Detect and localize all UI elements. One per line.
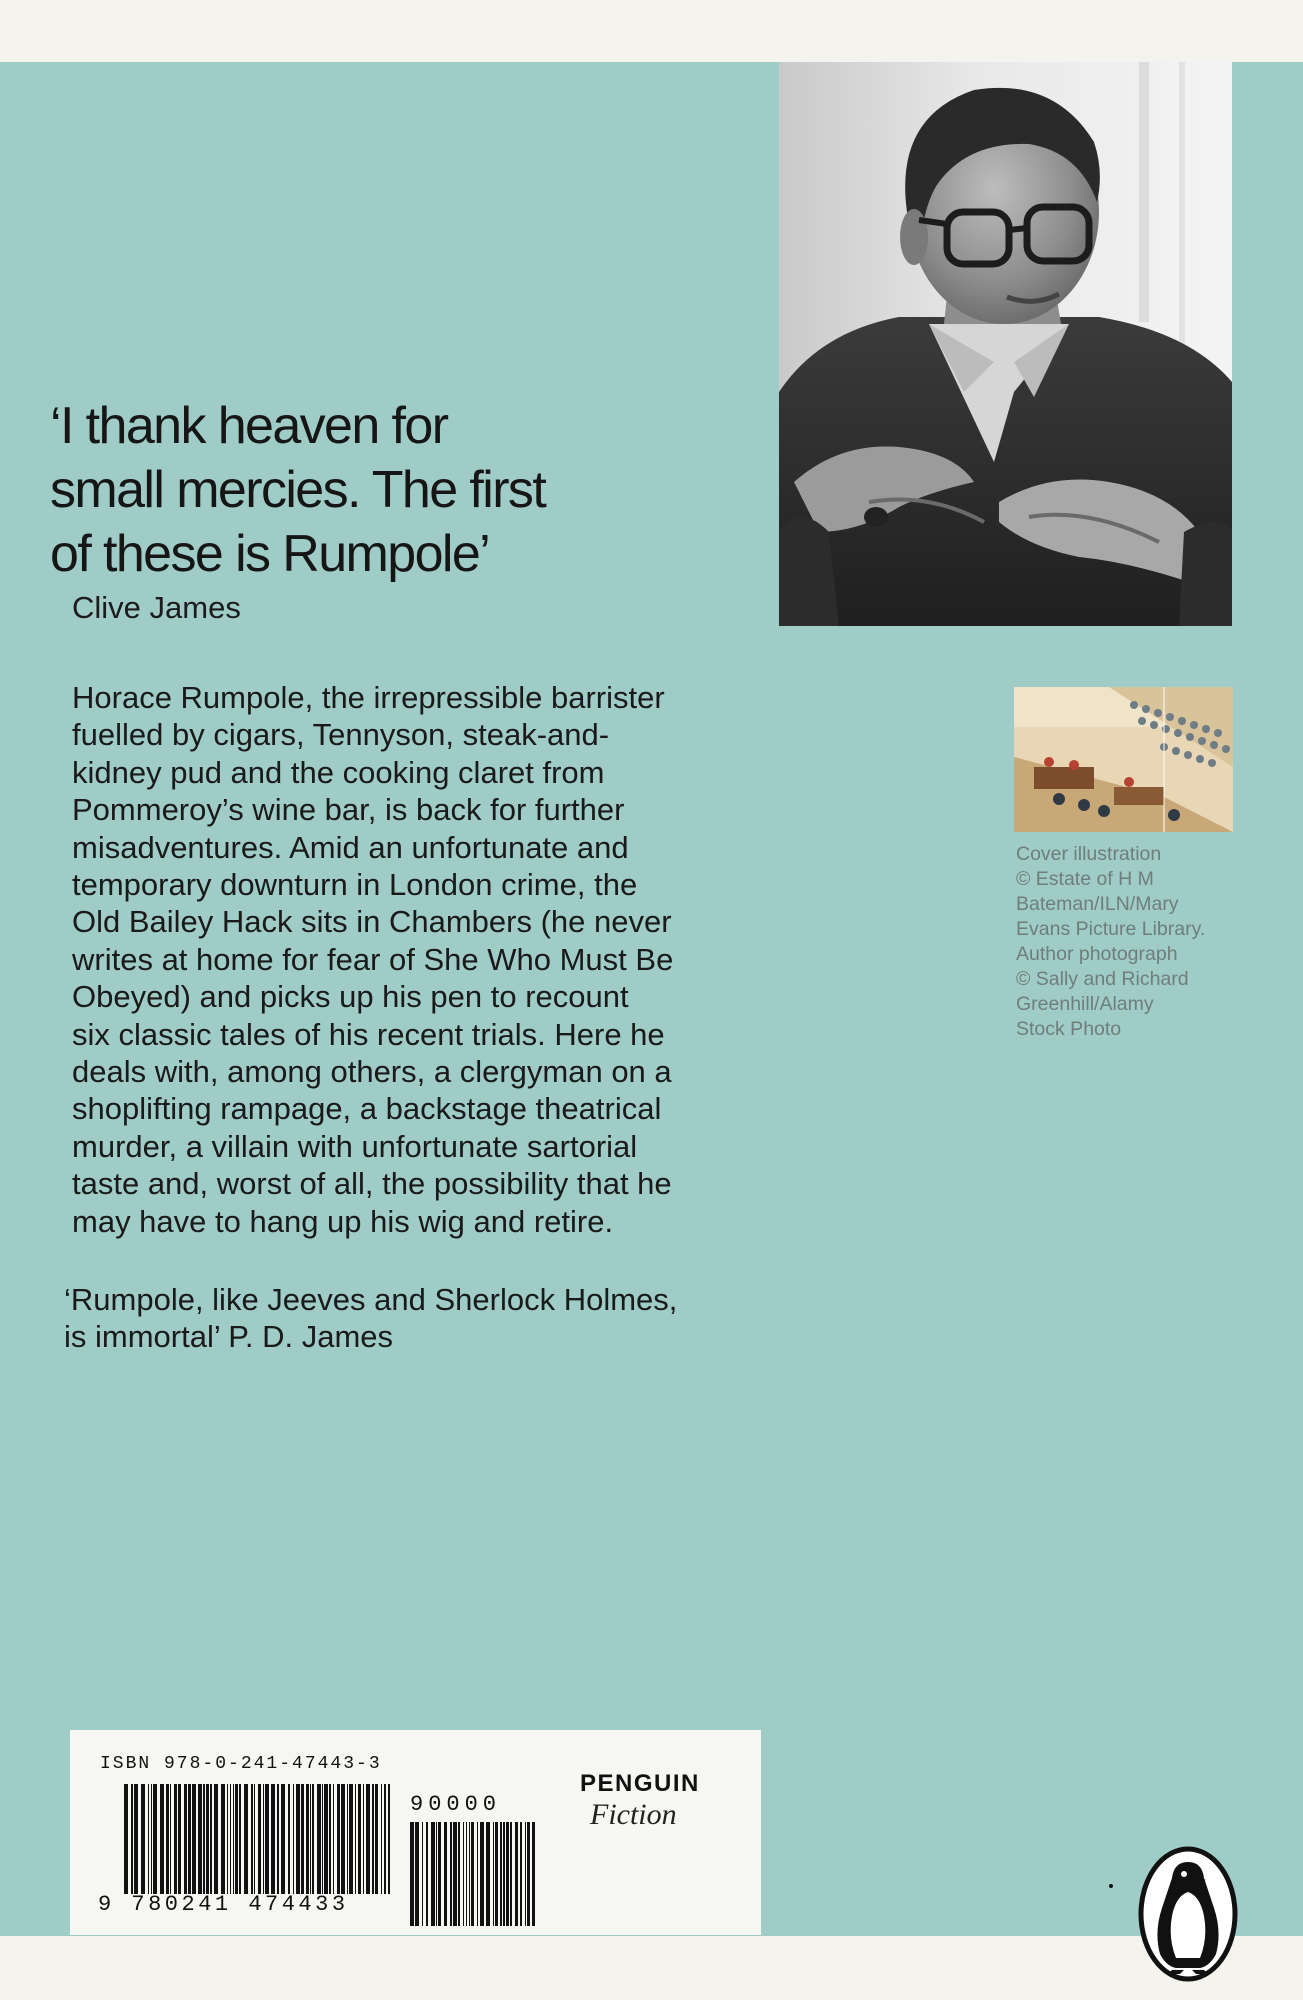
barcode-bar [527,1822,530,1926]
barcode-bar [263,1784,264,1894]
barcode-bar [271,1784,275,1894]
barcode-bar [151,1784,152,1894]
barcode-bar [239,1784,241,1894]
credit-line: Evans Picture Library. [1016,918,1206,940]
barcode-bar [363,1784,364,1894]
description-line: writes at home for fear of She Who Must Be [72,941,674,977]
description-line: kidney pud and the cooking claret from [72,754,605,790]
second-quote-line: ‘Rumpole, like Jeeves and Sherlock Holmes, [64,1282,678,1317]
barcode-bar [235,1784,238,1894]
barcode-bar [358,1784,361,1894]
barcode-bar [355,1784,356,1894]
credit-line: © Estate of H M [1016,868,1154,890]
barcode-bar [520,1822,522,1926]
barcode-bar [510,1822,512,1926]
barcode-bar [324,1784,328,1894]
barcode-bar [148,1784,149,1894]
barcode-bar [134,1784,138,1894]
barcode-bar [503,1822,505,1926]
barcode-bar [337,1784,340,1894]
barcode-bar [532,1822,535,1926]
barcode-bar [388,1784,390,1894]
price-addon-digits: 90000 [410,1792,502,1817]
barcode-bar [214,1784,218,1894]
praise-quote [50,394,770,586]
barcode-bar [178,1784,181,1894]
barcode-bar [281,1784,285,1894]
barcode-bar [288,1784,290,1894]
barcode-bar [426,1822,428,1926]
barcode-bar [322,1784,323,1894]
barcode-bar [174,1784,177,1894]
quote-attribution: Clive James [72,590,241,625]
price-addon-barcode [410,1822,538,1926]
credit-line: Greenhill/Alamy [1016,993,1154,1015]
barcode-bar [296,1784,300,1894]
book-description [72,679,792,1240]
barcode-bar [203,1784,205,1894]
barcode-bar [438,1822,441,1926]
barcode-bar [477,1822,478,1926]
description-line: six classic tales of his recent trials. Here he [72,1016,665,1052]
barcode-bar [166,1784,169,1894]
barcode-bar [301,1784,304,1894]
second-quote-line: is immortal’ P. D. James [64,1319,394,1355]
barcode-bar [254,1784,255,1894]
credit-line: Author photograph [1016,943,1178,965]
barcode-bar [206,1784,209,1894]
praise-quote-line: of these is Rumpole’ [50,525,490,583]
barcode-bar [306,1784,309,1894]
barcode-bar [221,1784,225,1894]
barcode-bar [184,1784,187,1894]
barcode-bar [188,1784,191,1894]
barcode-bar [277,1784,279,1894]
barcode-bar [160,1784,164,1894]
barcode-bar [141,1784,145,1894]
barcode-bar [375,1784,378,1894]
barcode-bar [381,1784,382,1894]
image-credits [1016,842,1236,1042]
credit-line: © Sally and Richard [1016,968,1189,990]
barcode-panel [70,1730,761,1935]
barcode-bar [415,1822,419,1926]
second-praise-quote [64,1281,784,1356]
barcode-bar [480,1822,484,1926]
author-photograph [779,62,1232,626]
barcode-bar [469,1822,470,1926]
description-line: taste and, worst of all, the possibility that he [72,1166,672,1202]
barcode-bar [198,1784,202,1894]
barcode-bar [233,1784,234,1894]
back-cover [0,62,1303,1936]
barcode-bar [436,1822,437,1926]
barcode-bar [493,1822,494,1926]
barcode-bar [495,1822,498,1926]
isbn-label: ISBN 978-0-241-47443-3 [100,1754,382,1774]
description-line: deals with, among others, a clergyman on a [72,1054,672,1090]
description-line: Old Bailey Hack sits in Chambers (he never [72,904,672,940]
publisher-series: Fiction [590,1798,677,1831]
barcode-bar [471,1822,474,1926]
isbn-barcode [124,1784,392,1894]
barcode-bar [310,1784,311,1894]
praise-quote-line: small mercies. The first [50,461,546,519]
barcode-bar [515,1822,518,1926]
barcode-bar [317,1784,321,1894]
credit-line: Cover illustration [1016,843,1162,865]
barcode-bar [431,1822,435,1926]
barcode-bar [312,1784,314,1894]
barcode-bar [329,1784,331,1894]
barcode-bar [458,1822,460,1926]
description-line: temporary downturn in London crime, the [72,867,638,903]
barcode-bar [333,1784,334,1894]
description-line: Horace Rumpole, the irrepressible barrister [72,680,665,715]
barcode-bar [486,1822,490,1926]
credit-line: Bateman/ILN/Mary [1016,893,1179,915]
barcode-bar [124,1784,128,1894]
barcode-bar [372,1784,374,1894]
barcode-bar [192,1784,196,1894]
description-line: misadventures. Amid an unfortunate and [72,829,629,865]
penguin-logo-icon [1138,1846,1238,1982]
description-line: Obeyed) and picks up his pen to recount [72,979,629,1015]
barcode-bar [453,1822,457,1926]
barcode-bar [349,1784,353,1894]
barcode-bar [410,1822,414,1926]
description-line: murder, a villain with unfortunate sartorial [72,1128,638,1164]
publisher-name: PENGUIN [580,1770,700,1797]
praise-quote-line: ‘I thank heaven for [50,397,448,455]
credit-line: Stock Photo [1016,1018,1122,1040]
barcode-bar [450,1822,452,1926]
description-line: Pommeroy’s wine bar, is back for further [72,792,625,828]
barcode-bar [265,1784,269,1894]
description-line: may have to hang up his wig and retire. [72,1203,614,1239]
barcode-bar [366,1784,370,1894]
barcode-bar [230,1784,231,1894]
barcode-bar [341,1784,345,1894]
barcode-bar [251,1784,253,1894]
barcode-bar [153,1784,157,1894]
barcode-bar [506,1822,509,1926]
barcode-bar [227,1784,228,1894]
barcode-bar [422,1822,423,1926]
description-line: fuelled by cigars, Tennyson, steak-and- [72,717,610,753]
printer-mark [1109,1884,1113,1888]
barcode-bar [463,1822,464,1926]
barcode-bar [258,1784,261,1894]
description-line: shoplifting rampage, a backstage theatrical [72,1091,662,1127]
cover-illustration-thumbnail [1014,687,1233,832]
barcode-digits: 9 780241 474433 [98,1892,349,1917]
barcode-bar [347,1784,348,1894]
barcode-bar [466,1822,467,1926]
barcode-bar [444,1822,447,1926]
barcode-bar [131,1784,133,1894]
barcode-bar [170,1784,171,1894]
barcode-bar [500,1822,502,1926]
barcode-bar [244,1784,248,1894]
barcode-bar [525,1822,526,1926]
barcode-bar [384,1784,386,1894]
barcode-bar [210,1784,212,1894]
barcode-bar [293,1784,294,1894]
